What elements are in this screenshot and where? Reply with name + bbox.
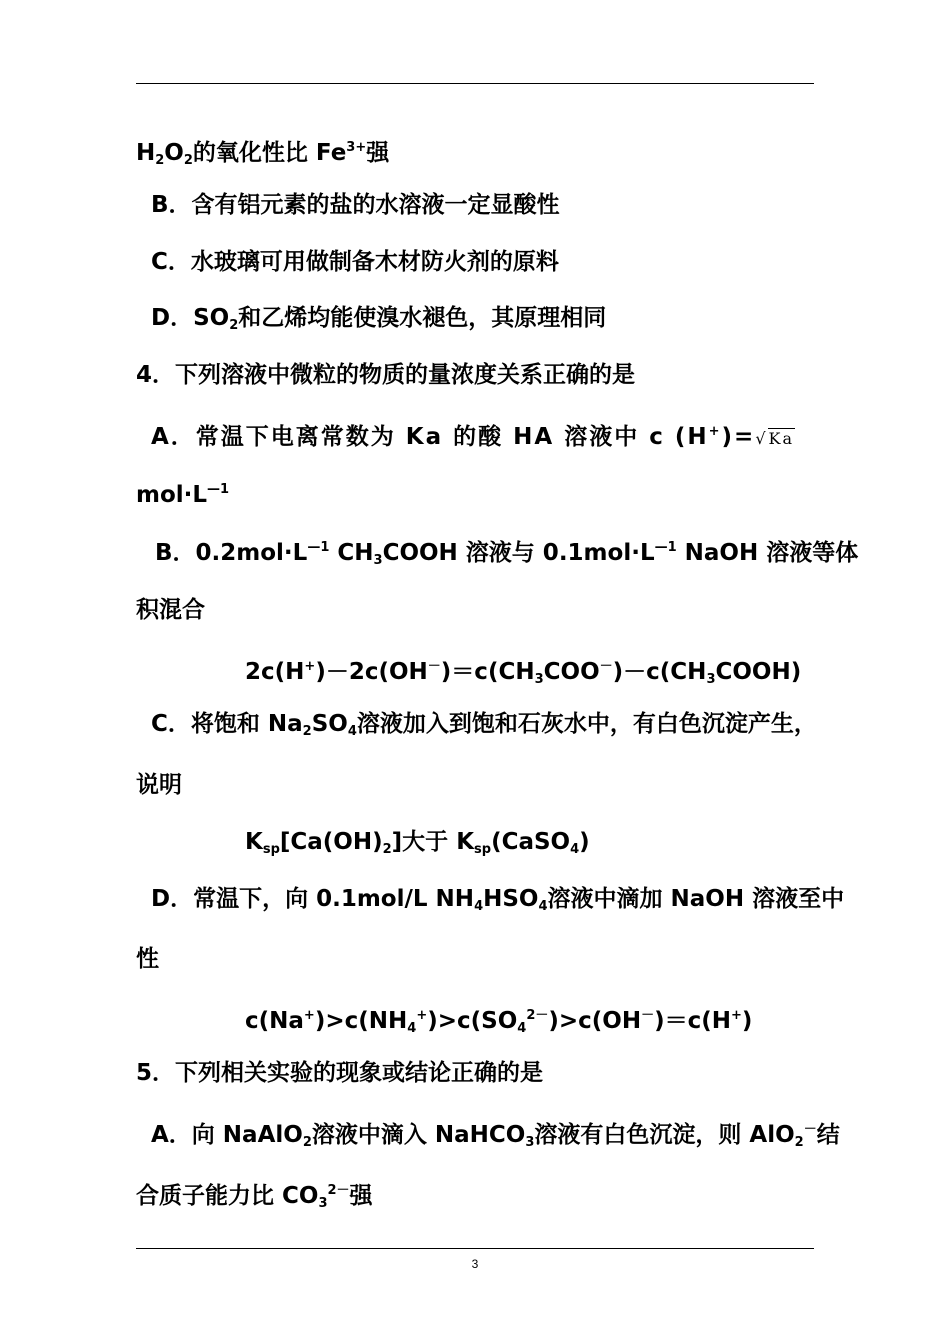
option-b: B．含有铝元素的盐的水溶液一定显酸性 — [151, 192, 560, 218]
q4-option-c-statement: $K_{sp}[Ca(OH)_2]$大于 $K_{sp}(CaSO_4)$ — [245, 829, 590, 857]
q4-option-a-unit: $mol\cdot L^{—1}$ — [136, 482, 230, 508]
q4-option-c: C．将饱和 $Na_2SO_4$溶液加入到饱和石灰水中，有白色沉淀产生， — [151, 711, 817, 739]
option-d: D．$SO_2$和乙烯均能使溴水褪色，其原理相同 — [151, 305, 607, 333]
page-number: 3 — [471, 1257, 479, 1271]
text-line-1: $H_2O_2$的氧化性比 $Fe^{3+}$强 — [136, 140, 390, 168]
footer-rule — [136, 1248, 814, 1249]
header-rule — [136, 83, 814, 84]
q4-option-d-cont: 性 — [136, 946, 159, 972]
q4-option-b-equation: $2c(H^+)-2c(OH^-)=c(CH_3COO^-)-c(CH_3COOH)$ — [245, 659, 802, 687]
q4-option-c-cont: 说明 — [136, 772, 182, 798]
question-5: 5．下列相关实验的现象或结论正确的是 — [136, 1060, 544, 1086]
option-c: C．水玻璃可用做制备木材防火剂的原料 — [151, 249, 559, 275]
q4-option-b-cont: 积混合 — [136, 597, 205, 623]
q4-option-d: D．常温下，向 0.1mol/L $NH_4HSO_4$溶液中滴加 NaOH 溶液至中 — [151, 886, 845, 914]
q5-option-a-cont: 合质子能力比 $CO_3^{2-}$强 — [136, 1183, 373, 1211]
q5-option-a: A．向 NaAlO$_2$溶液中滴入 NaHCO$_3$溶液有白色沉淀，则 AlO$_2$－结 — [151, 1122, 840, 1150]
q4-option-a: A．常温下电离常数为 Ka 的酸 HA 溶液中 c (H+)=√Ka — [151, 424, 795, 450]
question-4: 4．下列溶液中微粒的物质的量浓度关系正确的是 — [136, 362, 636, 388]
q4-option-b: B．$0.2mol\cdot L^{—1}$ $CH_3COOH$ 溶液与 $0.1mol\cdot L^{—1}$ NaOH 溶液等体 — [155, 540, 859, 568]
sqrt-symbol: √Ka — [755, 429, 795, 448]
q4-option-d-equation: $c(Na^+)>c(NH_4^+)>c(SO_4^{2-})>c(OH^-)=c(H^+)$ — [245, 1008, 753, 1036]
